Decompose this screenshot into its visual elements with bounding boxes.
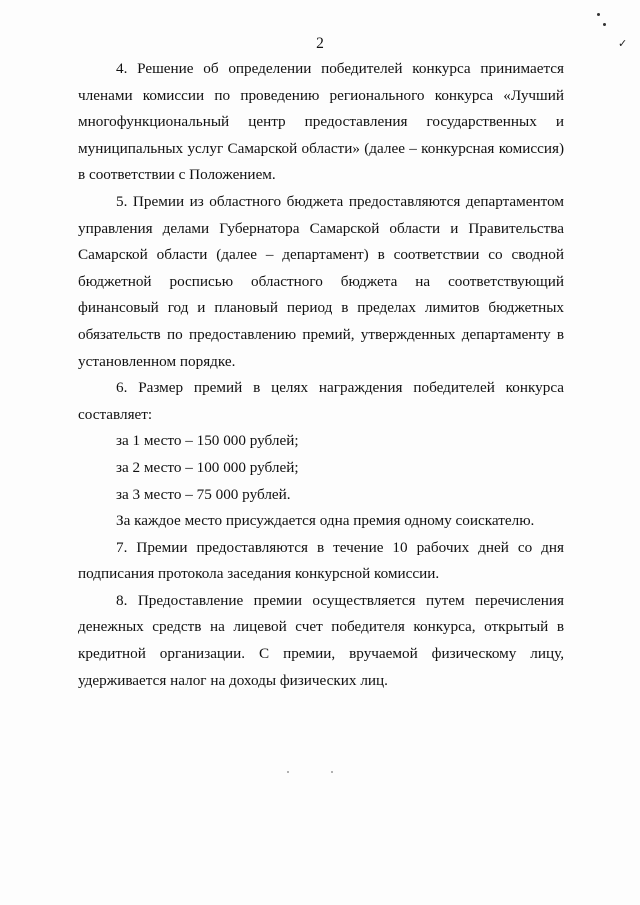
scan-speck (331, 771, 333, 773)
scan-speck (597, 13, 600, 16)
scan-mark: ✓ (618, 37, 628, 50)
document-body (78, 56, 564, 694)
list-item-first-place: за 1 место – 150 000 рублей; (116, 432, 299, 450)
paragraph-decision: 4. Решение об определении победителей конкурса принимается членами комиссии по проведению регионального конкурса «Лучший многофункциональный центр предоставления государственных и муниципальных услуг Самарской области» (далее – конкурсная комиссия) в соответствии с Положением. (78, 60, 564, 184)
list-item-third-place: за 3 место – 75 000 рублей. (116, 485, 291, 503)
page-number: 2 (316, 35, 324, 52)
paragraph-transfer: 8. Предоставление премии осуществляется путем перечисления денежных средств на лицевой счет победителя конкурса, открытый в кредитной организации. С премии, вручаемой физическому лицу, удерживается налог на доходы физических лиц. (78, 591, 564, 689)
paragraph-budget: 5. Премии из областного бюджета предоставляются департаментом управления делами Губернатора Самарской области и Правительства Самарской области (далее – департамент) в соответствии со сводной бюджетной росписью областного бюджета на соответствующий финансовый год и плановый период в пределах лимитов бюджетных обязательств по предоставлению премий, утвержденных департаменту в установленном порядке. (78, 192, 564, 370)
paragraph-award-size: 6. Размер премий в целях награждения победителей конкурса составляет: (78, 379, 564, 423)
paragraph-payment-term: 7. Премии предоставляются в течение 10 рабочих дней со дня подписания протокола заседания конкурсной комиссии. (78, 538, 564, 583)
scan-speck (287, 771, 289, 773)
paragraph-one-award-per-place: За каждое место присуждается одна премия одному соискателю. (116, 512, 535, 530)
scan-speck (603, 23, 606, 26)
list-item-second-place: за 2 место – 100 000 рублей; (116, 458, 299, 476)
